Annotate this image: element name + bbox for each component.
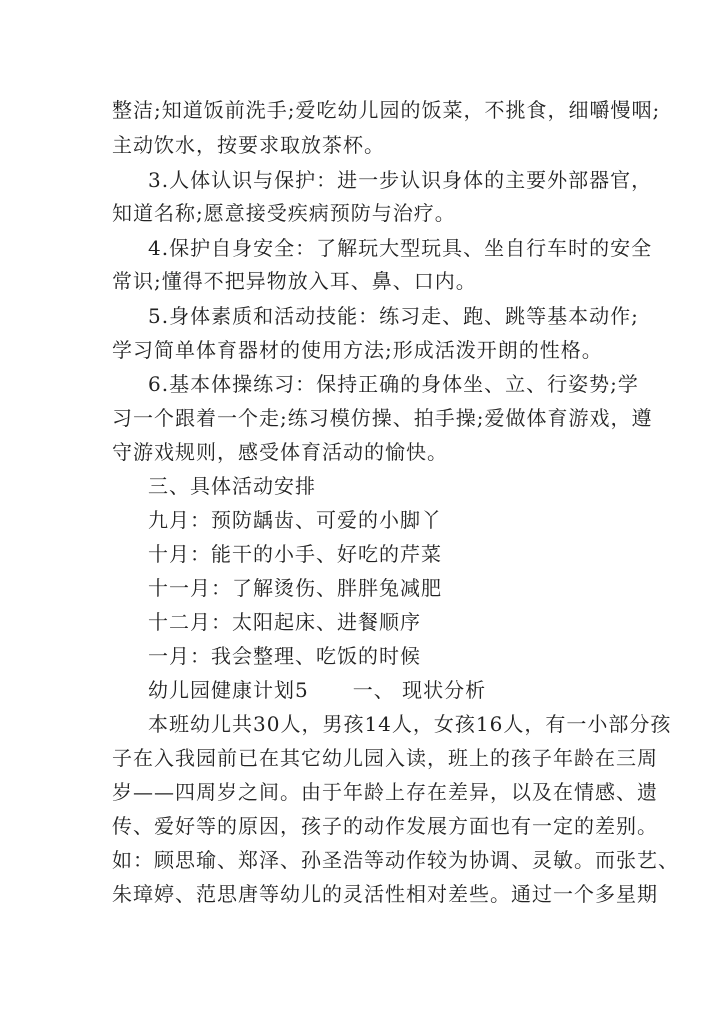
text-line: 守游戏规则，感受体育活动的愉快。 bbox=[112, 440, 448, 464]
schedule-item: 十二月：太阳起床、进餐顺序 bbox=[148, 610, 421, 634]
schedule-item: 十月：能干的小手、好吃的芹菜 bbox=[148, 542, 442, 566]
text-line: 岁——四周岁之间。由于年龄上存在差异，以及在情感、遗 bbox=[112, 780, 658, 804]
text-line: 常识;懂得不把异物放入耳、鼻、口内。 bbox=[112, 269, 477, 293]
text-line: 朱璋婷、范思唐等幼儿的灵活性相对差些。通过一个多星期 bbox=[112, 882, 658, 906]
plan-title-line bbox=[148, 677, 486, 703]
text-line: 如：顾思瑜、郑泽、孙圣浩等动作较为协调、灵敏。而张艺、 bbox=[112, 848, 679, 872]
text-line: 5.身体素质和活动技能：练习走、跑、跳等基本动作; bbox=[148, 304, 639, 328]
section-heading: 一、 现状分析 bbox=[352, 678, 487, 702]
text-line: 4.保护自身安全：了解玩大型玩具、坐自行车时的安全 bbox=[148, 236, 653, 260]
schedule-item: 一月：我会整理、吃饭的时候 bbox=[148, 644, 421, 668]
text-line: 习一个跟着一个走;练习模仿操、拍手操;爱做体育游戏，遵 bbox=[112, 406, 653, 430]
schedule-item: 九月：预防龋齿、可爱的小脚丫 bbox=[148, 508, 442, 532]
schedule-item: 十一月：了解烫伤、胖胖兔减肥 bbox=[148, 576, 442, 600]
text-line: 主动饮水，按要求取放茶杯。 bbox=[112, 133, 385, 157]
text-line: 3.人体认识与保护：进一步认识身体的主要外部器官， bbox=[148, 168, 653, 192]
text-line: 本班幼儿共30人，男孩14人，女孩16人，有一小部分孩 bbox=[148, 712, 672, 736]
section-heading: 三、具体活动安排 bbox=[148, 474, 316, 498]
text-line: 知道名称;愿意接受疾病预防与治疗。 bbox=[112, 201, 456, 225]
text-line: 学习简单体育器材的使用方法;形成活泼开朗的性格。 bbox=[112, 338, 603, 362]
text-line: 整洁;知道饭前洗手;爱吃幼儿园的饭菜，不挑食，细嚼慢咽; bbox=[112, 98, 661, 122]
text-line: 传、爱好等的原因，孩子的动作发展方面也有一定的差别。 bbox=[112, 814, 658, 838]
text-line: 子在入我园前已在其它幼儿园入读，班上的孩子年龄在三周 bbox=[112, 746, 658, 770]
text-line: 6.基本体操练习：保持正确的身体坐、立、行姿势;学 bbox=[148, 372, 639, 396]
plan-title: 幼儿园健康计划5 bbox=[148, 678, 309, 702]
